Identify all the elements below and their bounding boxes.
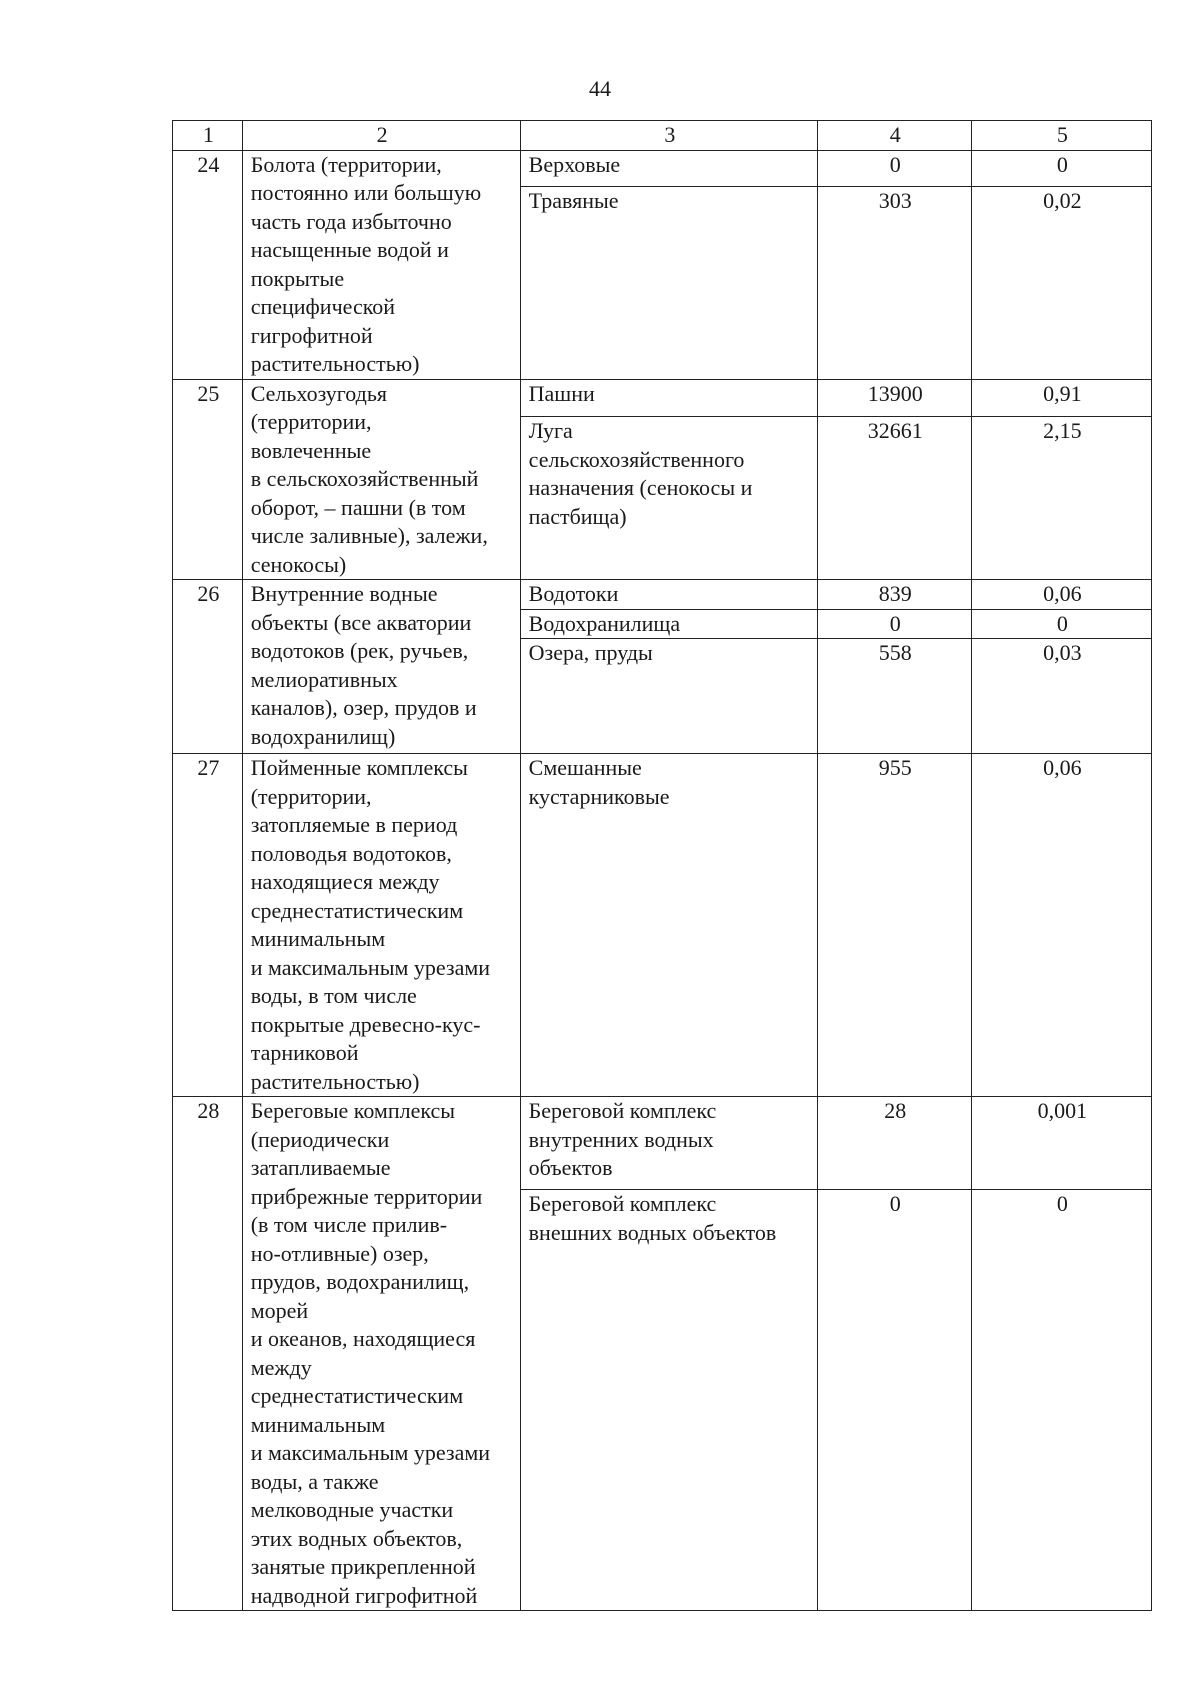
row-number: 27 [173, 754, 243, 1097]
subtype-name: Смешанные кустарниковые [520, 754, 817, 1097]
subtype-area: 839 [817, 580, 971, 610]
subtype-share: 0,06 [971, 754, 1151, 1097]
table-header-row [173, 121, 1152, 151]
row-description: Сельхозугодья (территории, вовлеченные в сельскохозяйственный оборот, – пашни (в том числе заливные), залежи, сенокосы) [242, 379, 520, 580]
row-description: Пойменные комплексы (территории, затопляемые в период половодья водотоков, находящиеся между среднестатистическим минимальным и максимальным урезами воды, в том числе покрытые древесно-кус- тарниковой растительностью) [242, 754, 520, 1097]
subtype-name: Верховые [520, 150, 817, 186]
header-cell-3: 3 [520, 121, 817, 151]
subtype-share: 2,15 [971, 417, 1151, 580]
subtype-area: 955 [817, 754, 971, 1097]
row-description: Болота (территории, постоянно или большую часть года избыточно насыщенные водой и покрытые специфической гигрофитной растительностью) [242, 150, 520, 379]
subtype-name: Травяные [520, 186, 817, 379]
subtype-area: 558 [817, 639, 971, 754]
subtype-area: 0 [817, 609, 971, 639]
table-row [173, 580, 1152, 610]
row-number: 28 [173, 1097, 243, 1611]
subtype-share: 0 [971, 609, 1151, 639]
subtype-share: 0,001 [971, 1097, 1151, 1190]
subtype-name: Пашни [520, 379, 817, 417]
page-number: 44 [589, 76, 611, 101]
header-cell-4: 4 [817, 121, 971, 151]
subtype-share: 0,02 [971, 186, 1151, 379]
subtype-name: Озера, пруды [520, 639, 817, 754]
row-number: 25 [173, 379, 243, 580]
subtype-area: 32661 [817, 417, 971, 580]
subtype-name: Водохранилища [520, 609, 817, 639]
subtype-share: 0,06 [971, 580, 1151, 610]
subtype-area: 28 [817, 1097, 971, 1190]
subtype-name: Водотоки [520, 580, 817, 610]
table-row [173, 1097, 1152, 1190]
subtype-name: Береговой комплекс внешних водных объектов [520, 1190, 817, 1611]
subtype-share: 0,91 [971, 379, 1151, 417]
subtype-share: 0 [971, 1190, 1151, 1611]
subtype-area: 0 [817, 1190, 971, 1611]
subtype-share: 0,03 [971, 639, 1151, 754]
header-cell-2: 2 [242, 121, 520, 151]
table-row [173, 150, 1152, 186]
subtype-share: 0 [971, 150, 1151, 186]
subtype-name: Луга сельскохозяйственного назначения (сенокосы и пастбища) [520, 417, 817, 580]
subtype-area: 0 [817, 150, 971, 186]
row-number: 24 [173, 150, 243, 379]
table-row [173, 754, 1152, 1097]
row-description: Внутренние водные объекты (все акватории водотоков (рек, ручьев, мелиоративных каналов), озер, прудов и водохранилищ) [242, 580, 520, 754]
header-cell-1: 1 [173, 121, 243, 151]
subtype-name: Береговой комплекс внутренних водных объектов [520, 1097, 817, 1190]
table-row [173, 379, 1152, 417]
header-cell-5: 5 [971, 121, 1151, 151]
row-description: Береговые комплексы (периодически затапливаемые прибрежные территории (в том числе прилив- но-отливные) озер, прудов, водохранилищ, морей и океанов, находящиеся между среднестатистическим минимальным и максимальным урезами воды, а также мелководные участки этих водных объектов, занятые прикрепленной надводной гигрофитной [242, 1097, 520, 1611]
subtype-area: 303 [817, 186, 971, 379]
row-number: 26 [173, 580, 243, 754]
data-table [172, 120, 1152, 1611]
subtype-area: 13900 [817, 379, 971, 417]
